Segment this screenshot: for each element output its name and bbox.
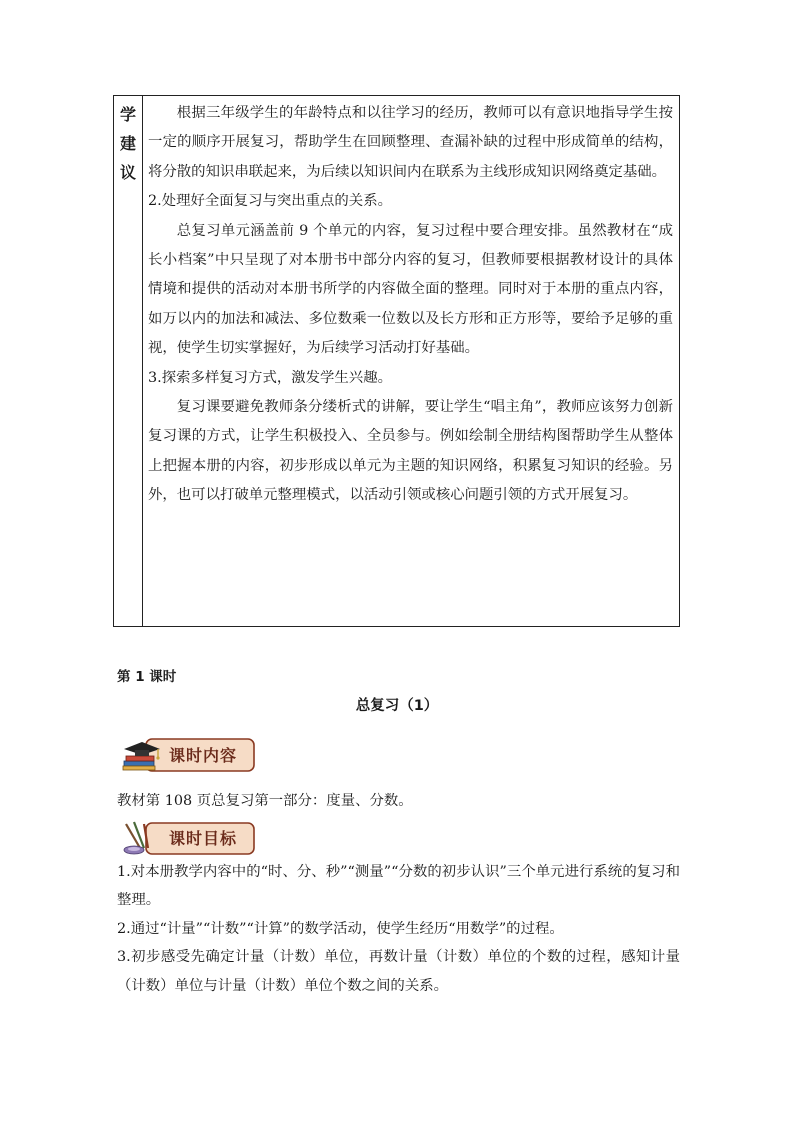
side-label-char: 建	[119, 134, 136, 153]
goal-item: 1.对本册教学内容中的“时、分、秒”“测量”“分数的初步认识”三个单元进行系统的复习和整理。	[117, 864, 680, 909]
banner-label: 课时内容	[168, 746, 237, 765]
side-label-char: 学	[119, 105, 136, 124]
advice-side-label	[114, 96, 143, 626]
advice-paragraph: 复习课要避免教师条分缕析式的讲解，要让学生“唱主角”，教师应该努力创新复习课的方式，让学生积极投入、全员参与。例如绘制全册结构图帮助学生从整体上把握本册的内容，初步形成以单元为主题的知识网络，积累复习知识的经验。另外，也可以打破单元整理模式，以活动引领或核心问题引领的方式开展复习。	[148, 399, 673, 504]
goal-item: 2.通过“计量”“计数”“计算”的数学活动，使学生经历“用数学”的过程。	[117, 920, 564, 937]
lesson-content-banner	[120, 737, 256, 773]
advice-point-heading: 3.探索多样复习方式，激发学生兴趣。	[148, 369, 392, 386]
lesson-title: 总复习（1）	[355, 698, 439, 714]
lesson-goals-banner	[120, 820, 256, 856]
lesson-content-text: 教材第 108 页总复习第一部分：度量、分数。	[117, 793, 413, 809]
lesson-number: 第 1 课时	[117, 669, 177, 685]
advice-point-heading: 2.处理好全面复习与突出重点的关系。	[148, 193, 392, 210]
side-label-char: 议	[119, 163, 136, 182]
teaching-advice-table	[113, 95, 680, 627]
goal-item: 3.初步感受先确定计量（计数）单位，再数计量（计数）单位的个数的过程，感知计量（计数）单位与计量（计数）单位个数之间的关系。	[117, 949, 680, 994]
advice-paragraph: 总复习单元涵盖前 9 个单元的内容，复习过程中要合理安排。虽然教材在“成长小档案”中只呈现了对本册书中部分内容的复习，但教师要根据教材设计的具体情境和提供的活动对本册书所学的内容做全面的整理。同时对于本册的重点内容，如万以内的加法和减法、多位数乘一位数以及长方形和正方形等，要给予足够的重视，使学生切实掌握好，为后续学习活动打好基础。	[148, 222, 673, 357]
banner-label: 课时目标	[168, 829, 237, 848]
lesson-goals-list	[117, 858, 680, 1000]
advice-paragraph: 根据三年级学生的年龄特点和以往学习的经历，教师可以有意识地指导学生按一定的顺序开展复习，帮助学生在回顾整理、查漏补缺的过程中形成简单的结构，将分散的知识串联起来，为后续以知识间内在联系为主线形成知识网络奠定基础。	[148, 105, 673, 180]
advice-content	[143, 96, 679, 626]
